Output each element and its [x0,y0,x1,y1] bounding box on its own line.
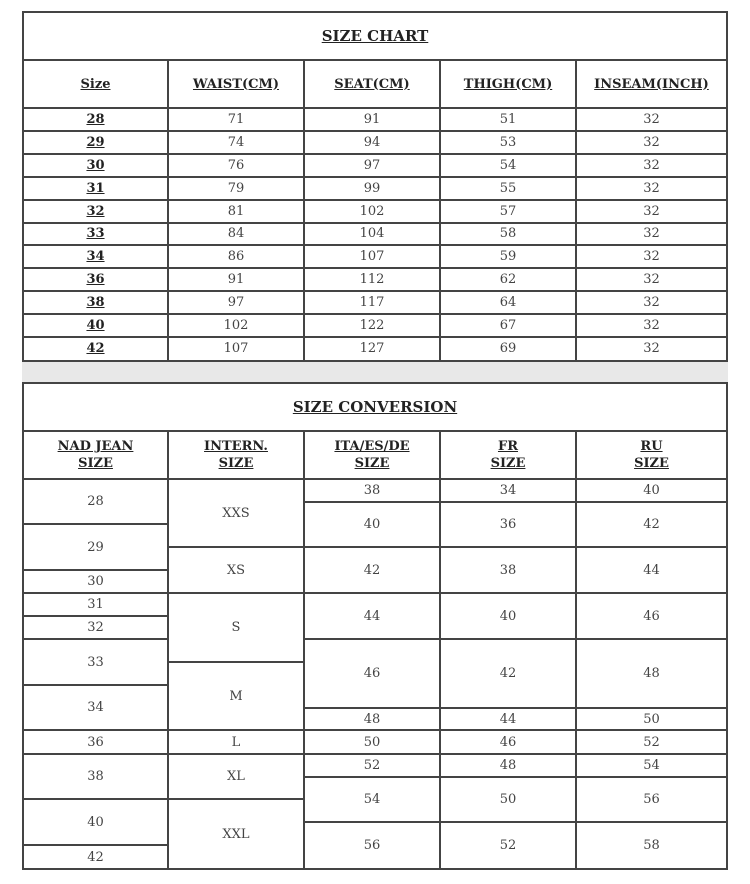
header-ita-es-de: ITA/ES/DE SIZE [334,439,410,471]
intern-size: S [231,620,241,635]
size-cell: 31 [86,180,105,196]
table-cell: 104 [359,226,385,242]
table-cell: 97 [363,157,381,173]
table-cell: 67 [499,318,517,334]
conversion-cell: 34 [499,483,517,498]
table-cell: 69 [499,340,517,356]
nad-jean-size: 36 [87,734,104,750]
conversion-cell: 46 [643,608,660,624]
size-cell: 30 [86,157,105,173]
conversion-cell: 38 [499,562,517,578]
conversion-cell: 54 [363,792,381,807]
conversion-cell: 40 [499,608,517,624]
size-cell: 29 [86,134,105,150]
table-cell: 71 [227,111,245,127]
header-nad-jean: NAD JEAN SIZE [57,439,134,471]
intern-size: XXS [222,505,250,521]
table-cell: 76 [227,157,245,173]
table-cell: 32 [643,340,660,356]
intern-size: L [231,734,241,750]
table-cell: 79 [227,180,245,196]
size-cell: 34 [86,249,105,265]
conversion-cell: 52 [499,838,517,853]
header-thigh: THIGH(CM) [463,76,553,92]
table-cell: 91 [227,272,245,288]
conversion-cell: 46 [363,666,381,681]
conversion-cell: 44 [363,608,381,624]
conversion-cell: 42 [363,562,381,578]
intern-size: XL [227,769,245,784]
table-cell: 127 [359,340,385,356]
intern-size: XXL [222,826,250,842]
table-cell: 102 [223,318,249,334]
nad-jean-size: 38 [87,769,104,784]
table-cell: 32 [643,295,660,311]
table-cell: 102 [359,203,385,219]
size-cell: 28 [86,111,105,127]
table-cell: 51 [499,111,517,127]
conversion-cell: 48 [643,666,660,681]
table-cell: 74 [227,134,245,150]
table-cell: 53 [499,134,517,150]
table-cell: 86 [227,249,245,265]
conversion-cell: 46 [499,734,517,750]
header-intern: INTERN. SIZE [204,439,268,471]
table-cell: 97 [227,295,245,311]
conversion-cell: 42 [643,517,660,532]
table-cell: 62 [499,272,517,288]
table-cell: 54 [499,157,517,173]
nad-jean-size: 28 [87,494,104,509]
size-cell: 36 [86,272,105,288]
table-cell: 59 [499,249,517,265]
table-cell: 107 [359,249,385,265]
table-cell: 32 [643,226,660,242]
conversion-cell: 50 [499,792,517,807]
nad-jean-size: 34 [87,700,104,715]
conversion-cell: 56 [363,838,381,853]
table-cell: 32 [643,111,660,127]
conversion-cell: 56 [643,792,660,807]
size-chart-title: SIZE CHART [321,26,429,45]
size-cell: 33 [86,226,105,242]
conversion-cell: 40 [363,517,381,532]
conversion-cell: 48 [499,758,517,773]
intern-size: M [229,688,243,704]
table-cell: 64 [499,295,517,311]
header-waist: WAIST(CM) [192,76,280,92]
nad-jean-size: 33 [87,654,104,670]
conversion-cell: 44 [643,562,660,578]
header-inseam: INSEAM(INCH) [594,76,709,92]
size-cell: 38 [86,295,105,311]
header-ru: RU SIZE [634,439,669,471]
header-fr: FR SIZE [490,439,526,471]
conversion-cell: 54 [643,758,660,773]
nad-jean-size: 32 [87,620,104,635]
conversion-cell: 50 [643,711,660,727]
conversion-cell: 42 [499,666,517,681]
table-cell: 55 [499,180,517,196]
table-cell: 112 [359,272,385,288]
table-cell: 107 [223,340,249,356]
table-cell: 32 [643,272,660,288]
intern-size: XS [226,562,246,578]
table-cell: 117 [359,295,385,311]
conversion-cell: 36 [499,517,517,532]
table-cell: 32 [643,249,660,265]
table-cell: 122 [359,318,385,334]
size-cell: 32 [86,203,105,219]
conversion-cell: 38 [363,483,381,498]
table-cell: 32 [643,157,660,173]
table-cell: 94 [363,134,381,150]
table-cell: 32 [643,203,660,219]
nad-jean-size: 31 [87,597,104,612]
table-cell: 99 [363,180,381,196]
table-cell: 81 [227,203,245,219]
table-cell: 32 [643,134,660,150]
table-cell: 57 [499,203,517,219]
conversion-cell: 52 [363,758,381,773]
table-cell: 91 [363,111,381,127]
size-cell: 42 [86,340,105,356]
header-size: Size [80,76,111,92]
table-cell: 32 [643,318,660,334]
nad-jean-size: 40 [87,814,104,830]
conversion-cell: 48 [363,711,381,727]
size-cell: 40 [86,318,105,334]
table-cell: 84 [227,226,245,242]
nad-jean-size: 42 [87,849,104,865]
size-conversion-title: SIZE CONVERSION [292,397,458,416]
conversion-cell: 44 [499,711,517,727]
conversion-cell: 58 [643,838,660,853]
nad-jean-size: 30 [87,574,104,589]
conversion-cell: 40 [643,483,660,498]
conversion-cell: 50 [363,734,381,750]
conversion-cell: 52 [643,734,660,750]
table-cell: 32 [643,180,660,196]
table-cell: 58 [499,226,517,242]
nad-jean-size: 29 [87,539,104,555]
header-seat: SEAT(CM) [334,76,410,92]
